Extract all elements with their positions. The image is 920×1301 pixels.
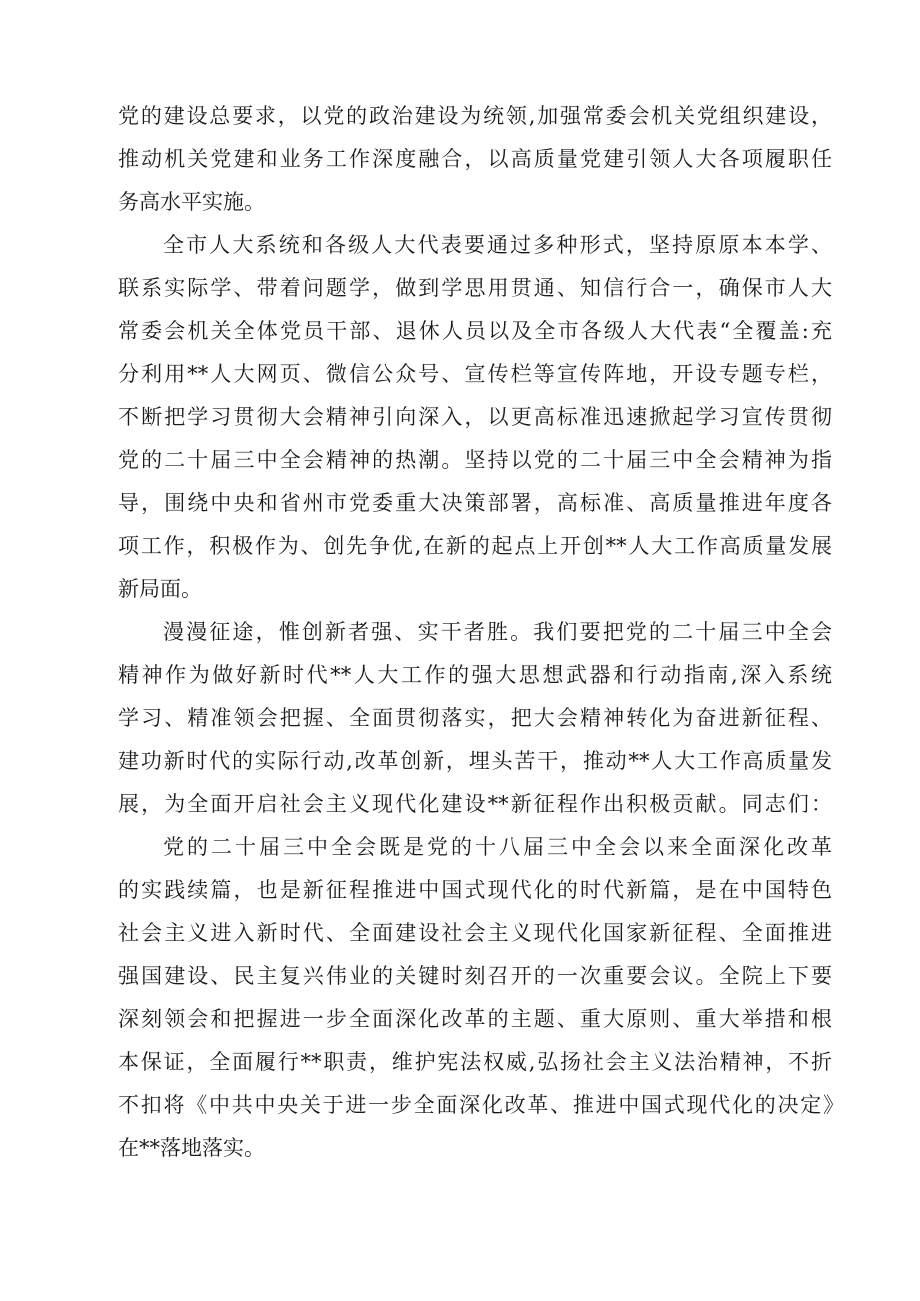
body-text-line: 推动机关党建和业务工作深度融合，以高质量党建引领人大各项履职任 xyxy=(118,147,832,171)
body-text-line: 学习、精准领会把握、全面贯彻落实，把大会精神转化为奋进新征程、 xyxy=(118,706,832,730)
body-text-line: 不断把学习贯彻大会精神引向深入，以更高标准迅速掀起学习宣传贯彻 xyxy=(118,405,832,429)
body-text-line: 务高水平实施。 xyxy=(118,190,265,214)
body-text-line: 建功新时代的实际行动,改革创新，埋头苦干，推动**人大工作高质量发 xyxy=(118,749,832,773)
body-text-line: 导，围绕中央和省州市党委重大决策部署，高标准、高质量推进年度各 xyxy=(118,491,832,515)
body-text-line: 常委会机关全体党员干部、退休人员以及全市各级人大代表“全覆盖:充 xyxy=(118,319,832,343)
body-text-line: 深刻领会和把握进一步全面深化改革的主题、重大原则、重大举措和根 xyxy=(118,1007,832,1031)
body-text-line: 党的二十届三中全会既是党的十八届三中全会以来全面深化改革 xyxy=(163,835,832,859)
body-text-line: 分利用**人大网页、微信公众号、宣传栏等宣传阵地，开设专题专栏， xyxy=(118,362,832,386)
body-text-line: 社会主义进入新时代、全面建设社会主义现代化国家新征程、全面推进 xyxy=(118,921,832,945)
body-text-line: 联系实际学、带着问题学，做到学思用贯通、知信行合一，确保市人大 xyxy=(118,276,832,300)
body-text-line: 新局面。 xyxy=(118,577,202,601)
body-text-line: 项工作，积极作为、创先争优,在新的起点上开创**人大工作高质量发展 xyxy=(118,534,832,558)
body-text-line: 强国建设、民主复兴伟业的关键时刻召开的一次重要会议。全院上下要 xyxy=(118,964,832,988)
body-text-line: 漫漫征途，惟创新者强、实干者胜。我们要把党的二十届三中全会 xyxy=(163,620,832,644)
body-text-line: 全市人大系统和各级人大代表要通过多种形式，坚持原原本本学、 xyxy=(163,233,832,257)
body-text-line: 不扣将《中共中央关于进一步全面深化改革、推进中国式现代化的决定》 xyxy=(118,1093,844,1117)
body-text-line: 党的建设总要求，以党的政治建设为统领,加强常委会机关党组织建设， xyxy=(118,104,832,128)
body-text-line: 展，为全面开启社会主义现代化建设**新征程作出积极贡献。同志们： xyxy=(118,792,832,816)
body-text-line: 精神作为做好新时代**人大工作的强大思想武器和行动指南,深入系统 xyxy=(118,663,832,687)
body-text-line: 在**落地落实。 xyxy=(118,1136,265,1160)
body-text-line: 的实践续篇，也是新征程推进中国式现代化的时代新篇，是在中国特色 xyxy=(118,878,832,902)
body-text-line: 党的二十届三中全会精神的热潮。坚持以党的二十届三中全会精神为指 xyxy=(118,448,832,472)
body-text-line: 本保证，全面履行**职责，维护宪法权威,弘扬社会主义法治精神，不折 xyxy=(118,1050,832,1074)
